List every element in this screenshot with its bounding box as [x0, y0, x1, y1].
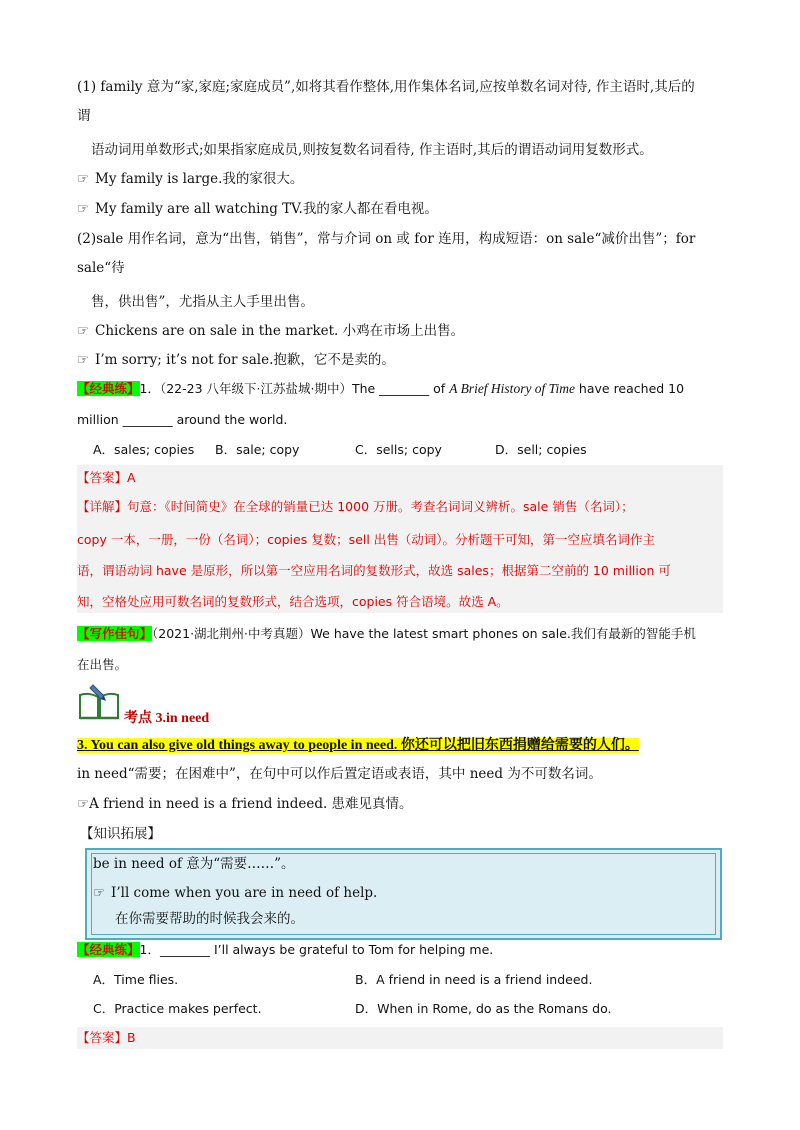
example-line: ☞ I’m sorry; it’s not for sale.抱歉，它不是卖的。 — [77, 352, 395, 368]
classic-practice-tag: 【经典练】 — [77, 381, 140, 396]
family-note-1b: 谓 — [77, 108, 91, 124]
answer-block — [77, 1027, 723, 1049]
option-d: D．sell; copies — [495, 442, 587, 457]
book-title: A Brief History of Time — [449, 381, 575, 396]
family-note-1: (1) family 意为“家,家庭;家庭成员”,如将其看作整体,用作集体名词,应按单数名词对待, 作主语时,其后的 — [77, 79, 695, 95]
classic-practice-tag: 【经典练】 — [77, 942, 140, 957]
pointing-hand-icon: ☞ — [77, 171, 90, 187]
explanation-line: copy 一本，一册，一份（名词）；copies 复数；sell 出售（动词）。分析题干可知，第一空应填名词作主 — [77, 532, 656, 547]
in-need-definition: in need“需要；在困难中”，在句中可以作后置定语或表语，其中 need 为不可数名词。 — [77, 766, 602, 782]
sale-note-2: 售，供出售”，尤指从主人手里出售。 — [91, 294, 314, 310]
answer: 【答案】B — [77, 1030, 136, 1045]
pointing-hand-icon: ☞ — [77, 352, 90, 368]
explanation-line: 【详解】句意：《时间简史》在全球的销量已达 1000 万册。考查名词词义辨析。sale 销售（名词）； — [77, 499, 634, 514]
pointing-hand-icon: ☞ — [77, 796, 90, 812]
box-translation: 在你需要帮助的时候我会来的。 — [115, 911, 304, 927]
box-example: ☞ I’ll come when you are in need of help. — [93, 885, 378, 901]
writing-tag: 【写作佳句】 — [77, 626, 153, 641]
option-b: B．sale; copy — [215, 442, 300, 457]
question-1: 【经典练】1．（22-23 八年级下·江苏盐城·期中）The ________ of A Brief History of Time have reached 10 — [77, 381, 685, 396]
option-c: C．sells; copy — [355, 442, 442, 457]
example-line: ☞ My family is large.我的家很大。 — [77, 171, 304, 187]
sale-note-1: (2)sale 用作名词，意为“出售，销售”，常与介词 on 或 for 连用，构成短语：on sale“减价出售”；for — [77, 231, 696, 247]
option-a: A．sales; copies — [93, 442, 195, 457]
pointing-hand-icon: ☞ — [77, 201, 90, 217]
option-d: D．When in Rome, do as the Romans do. — [355, 1001, 612, 1016]
option-c: C．Practice makes perfect. — [93, 1001, 262, 1016]
writing-sentence-line2: 在出售。 — [77, 657, 128, 672]
key-sentence: 3. You can also give old things away to people in need. 你还可以把旧东西捐赠给需要的人们。 — [77, 738, 639, 753]
pointing-hand-icon: ☞ — [77, 323, 90, 339]
answer: 【答案】A — [77, 470, 136, 485]
option-a: A．Time flies. — [93, 972, 179, 987]
book-pencil-icon — [77, 681, 121, 721]
sale-note-1b: sale“待 — [77, 260, 125, 276]
box-line: be in need of 意为“需要……”。 — [93, 856, 295, 872]
family-note-2: 语动词用单数形式;如果指家庭成员,则按复数名词看待, 作主语时,其后的谓语动词用复数形式。 — [91, 142, 653, 158]
example-line: ☞ My family are all watching TV.我的家人都在看电视。 — [77, 201, 438, 217]
pointing-hand-icon: ☞ — [93, 885, 106, 901]
explanation-line: 语，谓语动词 have 是原形，所以第一空应用名词的复数形式，故选 sales；根据第二空前的 10 million 可 — [77, 563, 671, 578]
question-1-line2: million ________ around the world. — [77, 412, 288, 427]
example-line: ☞ Chickens are on sale in the market. 小鸡在市场上出售。 — [77, 323, 465, 339]
example-line: ☞A friend in need is a friend indeed. 患难见真情。 — [77, 796, 413, 812]
question-2: 【经典练】1．________ I’ll always be grateful to Tom for helping me. — [77, 942, 494, 957]
option-b: B．A friend in need is a friend indeed. — [355, 972, 593, 987]
kaodian-label: 考点 3.in need — [124, 711, 210, 726]
explanation-line: 知，空格处应用可数名词的复数形式，结合选项，copies 符合语境。故选 A。 — [77, 594, 509, 609]
writing-sentence: 【写作佳句】（2021·湖北荆州·中考真题）We have the latest smart phones on sale.我们有最新的智能手机 — [77, 626, 696, 641]
knowledge-extension-heading: 【知识拓展】 — [80, 826, 161, 842]
